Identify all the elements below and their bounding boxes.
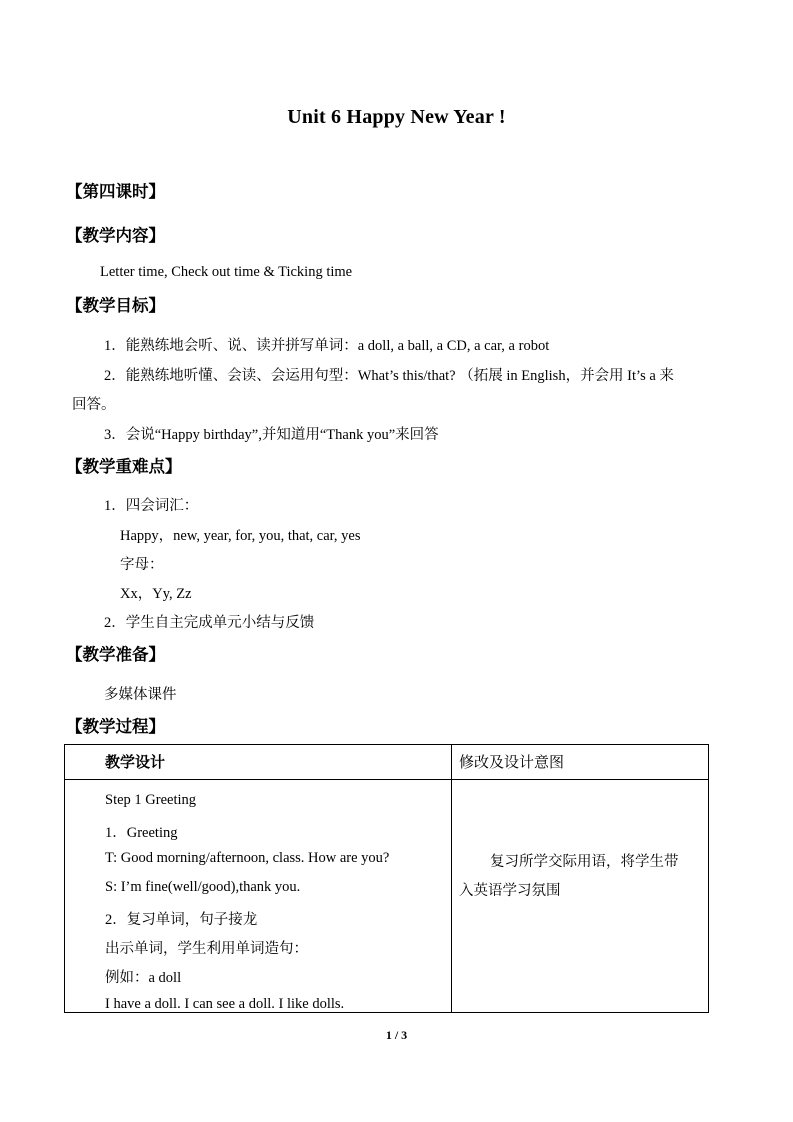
design-line: S: I’m fine(well/good),thank you.: [105, 879, 301, 895]
design-line: 2．复习单词，句子接龙: [105, 912, 258, 928]
lesson-heading: 【第四课时】: [66, 182, 165, 201]
header-intent: 修改及设计意图: [452, 745, 709, 780]
content-text: Letter time, Check out time & Ticking time: [100, 264, 353, 280]
content-heading: 【教学内容】: [66, 226, 165, 245]
process-heading: 【教学过程】: [66, 717, 165, 736]
keypoint-letters-label: 字母：: [120, 557, 164, 573]
process-table: [64, 744, 709, 1013]
design-line: T: Good morning/afternoon, class. How are you?: [105, 850, 390, 866]
goals-heading: 【教学目标】: [66, 296, 165, 315]
intent-line: 入英语学习氛围: [459, 883, 561, 899]
goal-item-continued: 回答。: [72, 397, 116, 413]
goal-item: 2．能熟练地听懂、会读、会运用句型：What’s this/that? （拓展 in English，并会用 It’s a 来: [104, 368, 674, 384]
design-line: 出示单词，学生利用单词造句：: [105, 941, 308, 957]
design-line: I have a doll. I can see a doll. I like dolls.: [105, 996, 345, 1012]
header-design: 教学设计: [65, 745, 452, 780]
keypoints-heading: 【教学重难点】: [66, 457, 182, 476]
intent-line: 复习所学交际用语，将学生带: [490, 854, 679, 870]
table-row: [65, 780, 709, 1013]
table-header-row: [65, 745, 709, 780]
design-line: 例如：a doll: [105, 970, 182, 986]
keypoint-item: 1．四会词汇：: [104, 498, 199, 514]
keypoint-item: 2．学生自主完成单元小结与反馈: [104, 615, 315, 631]
goal-item: 1．能熟练地会听、说、读并拼写单词：a doll, a ball, a CD, a car, a robot: [104, 338, 550, 354]
document-title: Unit 6 Happy New Year !: [287, 106, 506, 128]
design-cell: [65, 780, 452, 1013]
intent-cell: [452, 780, 709, 1013]
keypoint-words: Happy，new, year, for, you, that, car, yes: [120, 528, 361, 544]
prep-text: 多媒体课件: [104, 687, 177, 703]
keypoint-letters: Xx，Yy, Zz: [120, 586, 192, 602]
design-line: 1．Greeting: [105, 825, 178, 841]
goal-item: 3．会说“Happy birthday”,并知道用“Thank you”来回答: [104, 427, 439, 443]
prep-heading: 【教学准备】: [66, 645, 165, 664]
design-line: Step 1 Greeting: [105, 792, 197, 808]
page-number: 1 / 3: [385, 1028, 408, 1042]
